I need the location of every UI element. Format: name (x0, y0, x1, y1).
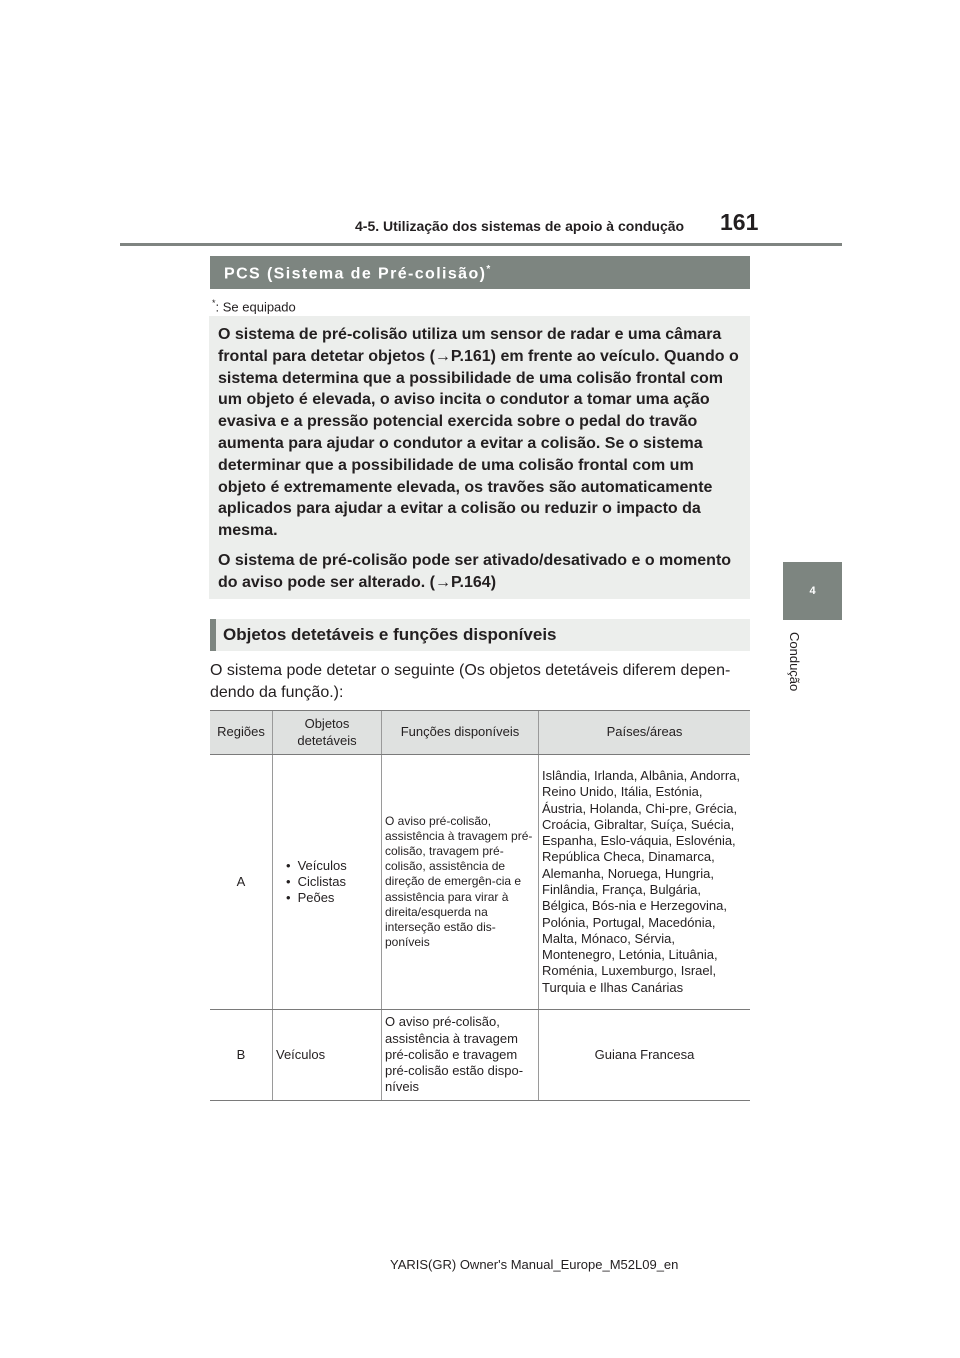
cell-functions: O aviso pré-colisão, assistência à travagem pré-colisão e travagem pré-colisão estão dispo-níveis (382, 1010, 539, 1101)
section-title: 4-5. Utilização dos sistemas de apoio à condução (355, 218, 685, 234)
cell-functions: O aviso pré-colisão, assistência à travagem pré-colisão, travagem pré-colisão, assistência de direção de emergên-cia e assistência para virar à direita/esquerda na interseção estão dis-poníveis (382, 755, 539, 1010)
page-number: 161 (720, 209, 759, 235)
objects-body-text: O sistema pode detetar o seguinte (Os objetos detetáveis diferem depen-dendo da função.): (210, 662, 731, 701)
list-item: • Veículos (286, 858, 378, 874)
cell-countries: Guiana Francesa (539, 1010, 751, 1101)
table-header-row (210, 711, 750, 755)
footnote-text: : Se equipado (215, 299, 296, 315)
list-item: • Peões (286, 890, 378, 906)
header-functions: Funções disponíveis (382, 711, 539, 755)
intro-paragraph-2: O sistema de pré-colisão pode ser ativado/desativado e o momento do aviso pode ser alterado. (→P.164) (218, 551, 732, 591)
header-rule (120, 243, 842, 246)
chapter-tab: 4 (783, 562, 842, 620)
cell-region: B (210, 1010, 273, 1101)
footer-text: YARIS(GR) Owner's Manual_Europe_M52L09_en (390, 1257, 679, 1272)
objects-list (276, 858, 378, 907)
chapter-label (786, 632, 802, 712)
intro-box (209, 316, 750, 599)
intro-paragraph-1: O sistema de pré-colisão utiliza um sensor de radar e uma câmara frontal para detetar objetos (→P.161) em frente ao veículo. Quando o sistema determina que a possibilidade de uma colisão frontal com um objeto é elevada, o aviso incita o condutor a tomar uma ação evasiva e a pressão potencial exercida sobre o pedal do travão aumenta para ajudar o condutor a evitar a colisão. Se o sistema determinar que a possibilidade de uma colisão frontal com um objeto é extremamente elevada, os travões são automaticamente aplicados para ajudar a evitar a colisão ou reduzir o impacto da mesma. (218, 326, 739, 540)
footnote (212, 298, 296, 314)
cell-objects (273, 755, 382, 1010)
cell-objects: Veículos (273, 1010, 382, 1101)
pcs-banner (210, 256, 750, 289)
header-objects: Objetos detetáveis (273, 711, 382, 755)
cell-region: A (210, 755, 273, 1010)
table-row (210, 1010, 750, 1101)
pcs-banner-marker: * (486, 264, 491, 275)
list-item: • Ciclistas (286, 874, 378, 890)
header-countries: Países/áreas (539, 711, 751, 755)
header-regions: Regiões (210, 711, 273, 755)
chapter-label-text: Condução (787, 632, 802, 692)
table-row (210, 755, 750, 1010)
objects-table (210, 710, 750, 1101)
footnote-marker: * (212, 298, 216, 308)
pcs-banner-title: PCS (Sistema de Pré-colisão) (224, 265, 487, 283)
cell-countries: Islândia, Irlanda, Albânia, Andorra, Reino Unido, Itália, Estónia, Áustria, Holanda, Chi-pre, Grécia, Croácia, Gibraltar, Suíça, Suécia, Espanha, Eslo-váquia, Eslovénia, República Checa, Dinamarca, Alemanha, Noruega, Hungria, Finlândia, França, Bulgária, Bélgica, Bós-nia e Herzegovina, Polónia, Portugal, Macedónia, Malta, Mónaco, Sérvia, Montenegro, Letónia, Lituânia, Roménia, Luxemburgo, Israel, Turquia e Ilhas Canárias (539, 755, 751, 1010)
objects-heading: Objetos detetáveis e funções disponíveis (210, 619, 750, 651)
